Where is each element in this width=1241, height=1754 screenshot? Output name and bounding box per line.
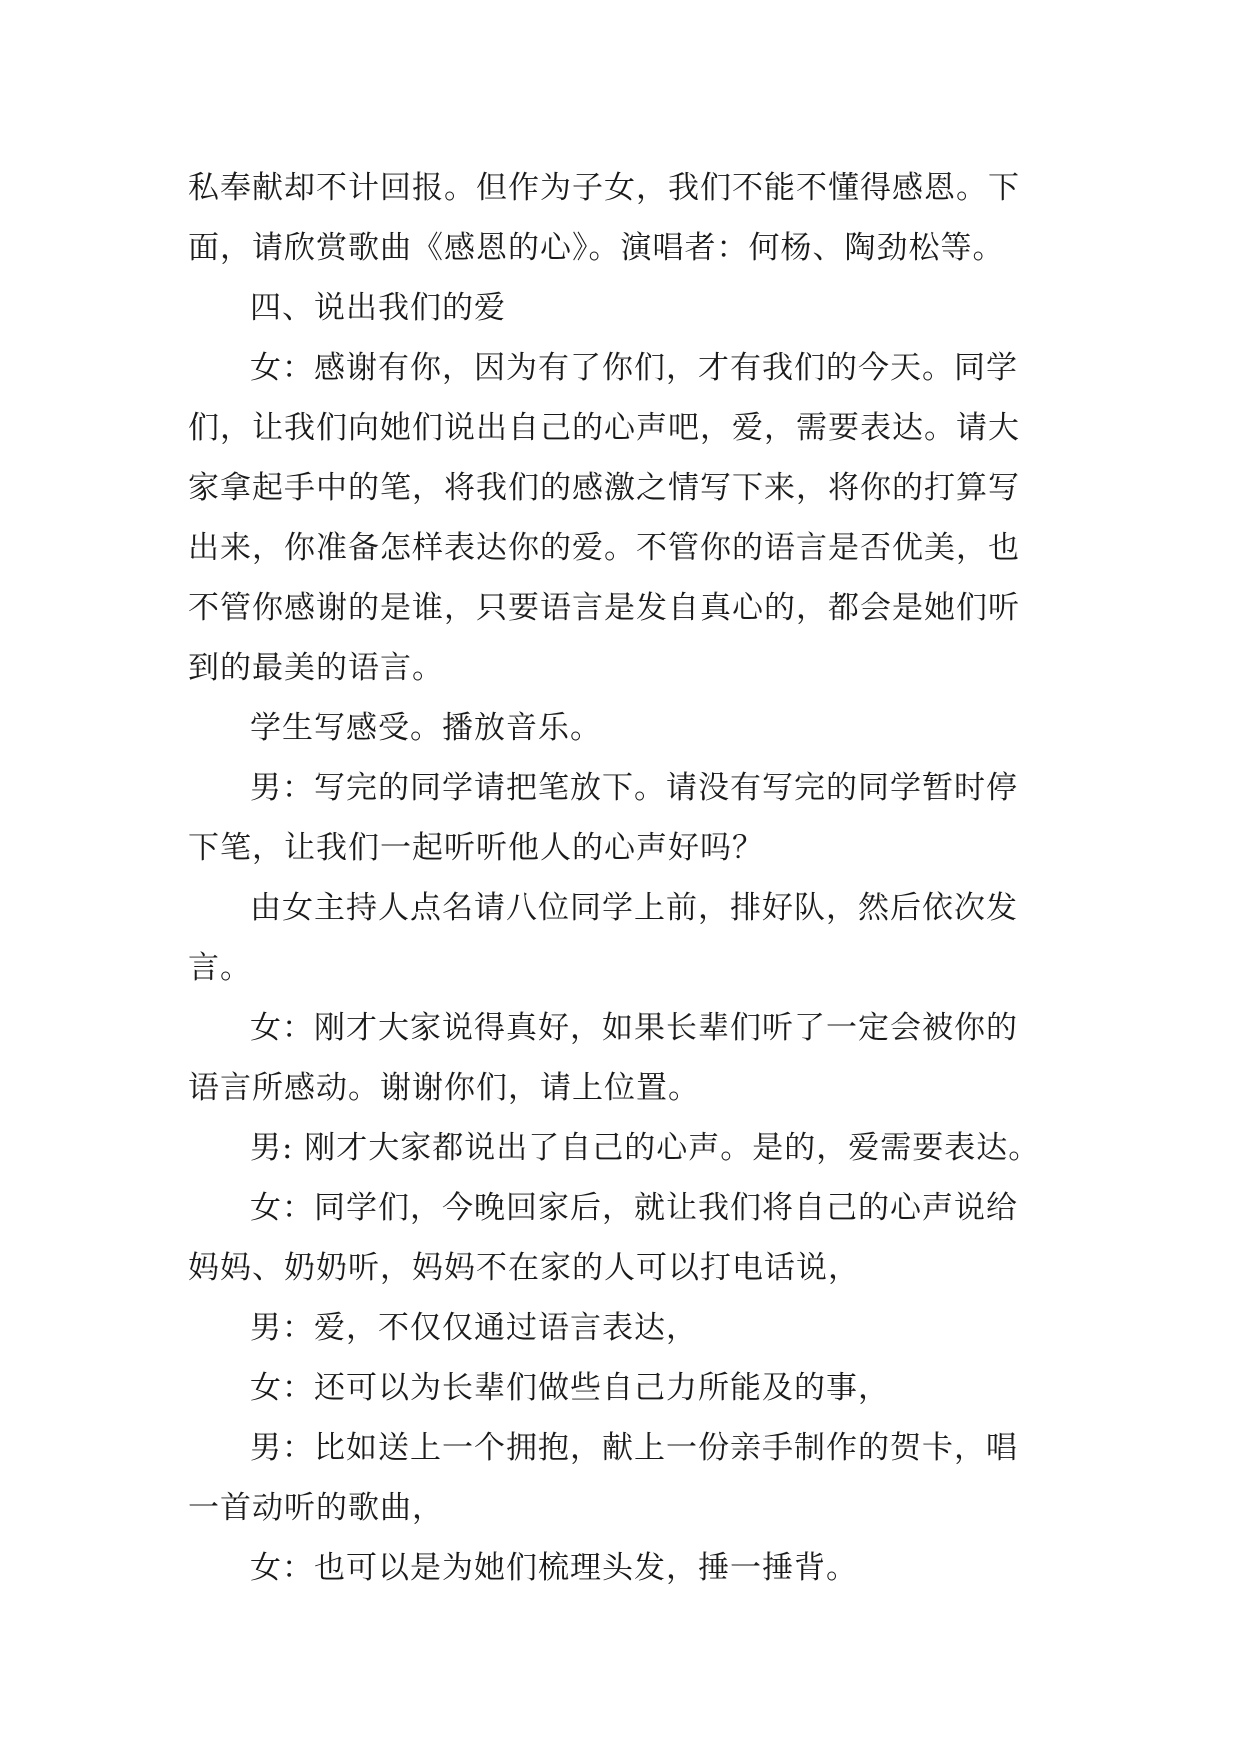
text-line: 女：同学们，今晚回家后，就让我们将自己的心声说给 <box>250 1190 1018 1226</box>
text-line: 女：刚才大家说得真好，如果长辈们听了一定会被你的 <box>250 1010 1018 1046</box>
text-line: 男：爱，不仅仅通过语言表达， <box>250 1310 698 1346</box>
text-line: 妈妈、奶奶听，妈妈不在家的人可以打电话说， <box>188 1250 860 1286</box>
text-line: 到的最美的语言。 <box>188 650 444 686</box>
text-line: 言。 <box>188 950 252 986</box>
text-line: 语言所感动。谢谢你们，请上位置。 <box>188 1070 700 1106</box>
text-line: 一首动听的歌曲， <box>188 1490 444 1526</box>
text-line: 私奉献却不计回报。但作为子女，我们不能不懂得感恩。下 <box>188 170 1020 206</box>
section-heading: 四、说出我们的爱 <box>250 290 506 326</box>
document-body <box>188 158 1054 1598</box>
text-line: 们，让我们向她们说出自己的心声吧，爱，需要表达。请大 <box>188 410 1020 446</box>
text-line: 家拿起手中的笔，将我们的感激之情写下来，将你的打算写 <box>188 470 1020 506</box>
text-line: 出来，你准备怎样表达你的爱。不管你的语言是否优美，也 <box>188 530 1020 566</box>
text-line: 面，请欣赏歌曲《感恩的心》。演唱者：何杨、陶劲松等。 <box>188 230 1005 266</box>
text-line: 女：感谢有你，因为有了你们，才有我们的今天。同学 <box>250 350 1018 386</box>
text-line: 下笔，让我们一起听听他人的心声好吗？ <box>188 830 764 866</box>
text-line: 男：写完的同学请把笔放下。请没有写完的同学暂时停 <box>250 770 1018 806</box>
text-line: 不管你感谢的是谁，只要语言是发自真心的，都会是她们听 <box>188 590 1020 626</box>
text-line: 由女主持人点名请八位同学上前，排好队，然后依次发 <box>250 890 1018 926</box>
text-line: 学生写感受。播放音乐。 <box>250 710 602 746</box>
text-line: 女：还可以为长辈们做些自己力所能及的事， <box>250 1370 890 1406</box>
text-line: 男: 刚才大家都说出了自己的心声。是的，爱需要表达。 <box>250 1130 1041 1166</box>
text-line: 女：也可以是为她们梳理头发，捶一捶背。 <box>250 1550 858 1586</box>
text-line: 男：比如送上一个拥抱，献上一份亲手制作的贺卡，唱 <box>250 1430 1018 1466</box>
